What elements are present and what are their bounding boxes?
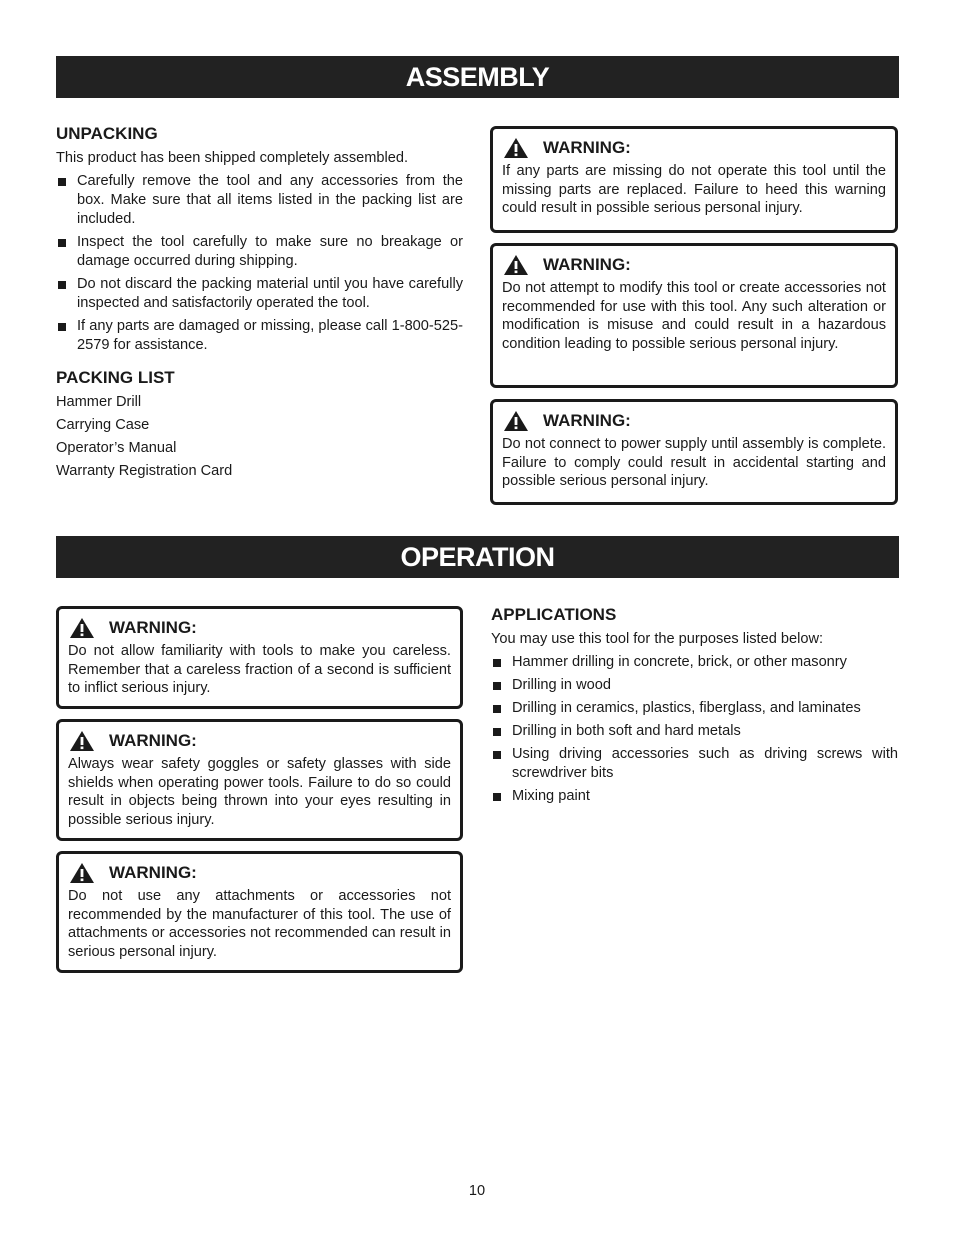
warning-label: WARNING: bbox=[543, 254, 631, 274]
list-item: Using driving accessories such as driving screws with screwdriver bits bbox=[491, 745, 898, 783]
list-item: Do not discard the packing material until you have carefully inspected and satisfactorily operated the tool. bbox=[56, 275, 463, 313]
list-item: Hammer Drill bbox=[56, 394, 142, 410]
warning-box bbox=[56, 851, 463, 973]
warning-triangle-icon bbox=[503, 410, 529, 432]
warning-text: Do not use any attachments or accessories not recommended by the manufacturer of this tool. The use of attachments or accessories not recommended can result in serious personal injury. bbox=[68, 888, 451, 960]
warning-triangle-icon bbox=[69, 730, 95, 752]
warning-label: WARNING: bbox=[109, 862, 197, 882]
unpacking-heading: UNPACKING bbox=[56, 124, 158, 143]
operation-banner bbox=[56, 536, 899, 578]
applications-section bbox=[491, 605, 898, 806]
applications-heading: APPLICATIONS bbox=[491, 605, 617, 624]
packing-list-section bbox=[56, 368, 463, 481]
assembly-banner bbox=[56, 56, 899, 98]
applications-list bbox=[491, 653, 898, 806]
list-item: Inspect the tool carefully to make sure no breakage or damage occurred during shipping. bbox=[56, 233, 463, 271]
applications-intro: You may use this tool for the purposes listed below: bbox=[491, 631, 824, 647]
warning-text: Do not attempt to modify this tool or create accessories not recommended for use with this tool. Any such alteration or modification is misuse and could result in a hazardous condition leading to possible serious personal injury. bbox=[502, 280, 886, 352]
list-item: Warranty Registration Card bbox=[56, 463, 233, 479]
warning-box bbox=[56, 606, 463, 709]
warning-text: Always wear safety goggles or safety glasses with side shields when operating power tools. Failure to do so could result in objects being thrown into your eyes resulting in possible serious injury. bbox=[68, 756, 451, 828]
warning-box bbox=[56, 719, 463, 841]
list-item: If any parts are damaged or missing, please call 1-800-525-2579 for assistance. bbox=[56, 317, 463, 355]
warning-label: WARNING: bbox=[543, 410, 631, 430]
list-item: Drilling in both soft and hard metals bbox=[491, 722, 898, 741]
unpacking-list bbox=[56, 172, 463, 355]
operation-title: OPERATION bbox=[400, 541, 555, 572]
warning-label: WARNING: bbox=[109, 617, 197, 637]
list-item: Operator’s Manual bbox=[56, 440, 177, 456]
list-item: Drilling in ceramics, plastics, fiberglass, and laminates bbox=[491, 699, 898, 718]
page-number: 10 bbox=[468, 1183, 486, 1199]
unpacking-section bbox=[56, 124, 463, 355]
warning-triangle-icon bbox=[503, 137, 529, 159]
warning-label: WARNING: bbox=[543, 137, 631, 157]
warning-triangle-icon bbox=[503, 254, 529, 276]
unpacking-intro: This product has been shipped completely assembled. bbox=[56, 150, 409, 166]
list-item: Hammer drilling in concrete, brick, or other masonry bbox=[491, 653, 898, 672]
assembly-title: ASSEMBLY bbox=[405, 61, 550, 92]
list-item: Carrying Case bbox=[56, 417, 150, 433]
list-item: Carefully remove the tool and any accessories from the box. Make sure that all items listed in the packing list are included. bbox=[56, 172, 463, 229]
list-item: Mixing paint bbox=[491, 787, 898, 806]
warning-label: WARNING: bbox=[109, 730, 197, 750]
warning-box bbox=[490, 243, 898, 388]
warning-box bbox=[490, 126, 898, 233]
warning-box bbox=[490, 399, 898, 505]
warning-triangle-icon bbox=[69, 617, 95, 639]
packing-list bbox=[56, 393, 463, 481]
list-item: Drilling in wood bbox=[491, 676, 898, 695]
packing-list-heading: PACKING LIST bbox=[56, 368, 175, 387]
warning-text: Do not allow familiarity with tools to make you careless. Remember that a careless fraction of a second is sufficient to inflict serious injury. bbox=[68, 643, 451, 697]
warning-triangle-icon bbox=[69, 862, 95, 884]
warning-text: Do not connect to power supply until assembly is complete. Failure to comply could result in accidental starting and possible serious personal injury. bbox=[502, 436, 886, 490]
warning-text: If any parts are missing do not operate this tool until the missing parts are replaced. Failure to heed this warning could result in possible serious personal injury. bbox=[502, 163, 886, 217]
